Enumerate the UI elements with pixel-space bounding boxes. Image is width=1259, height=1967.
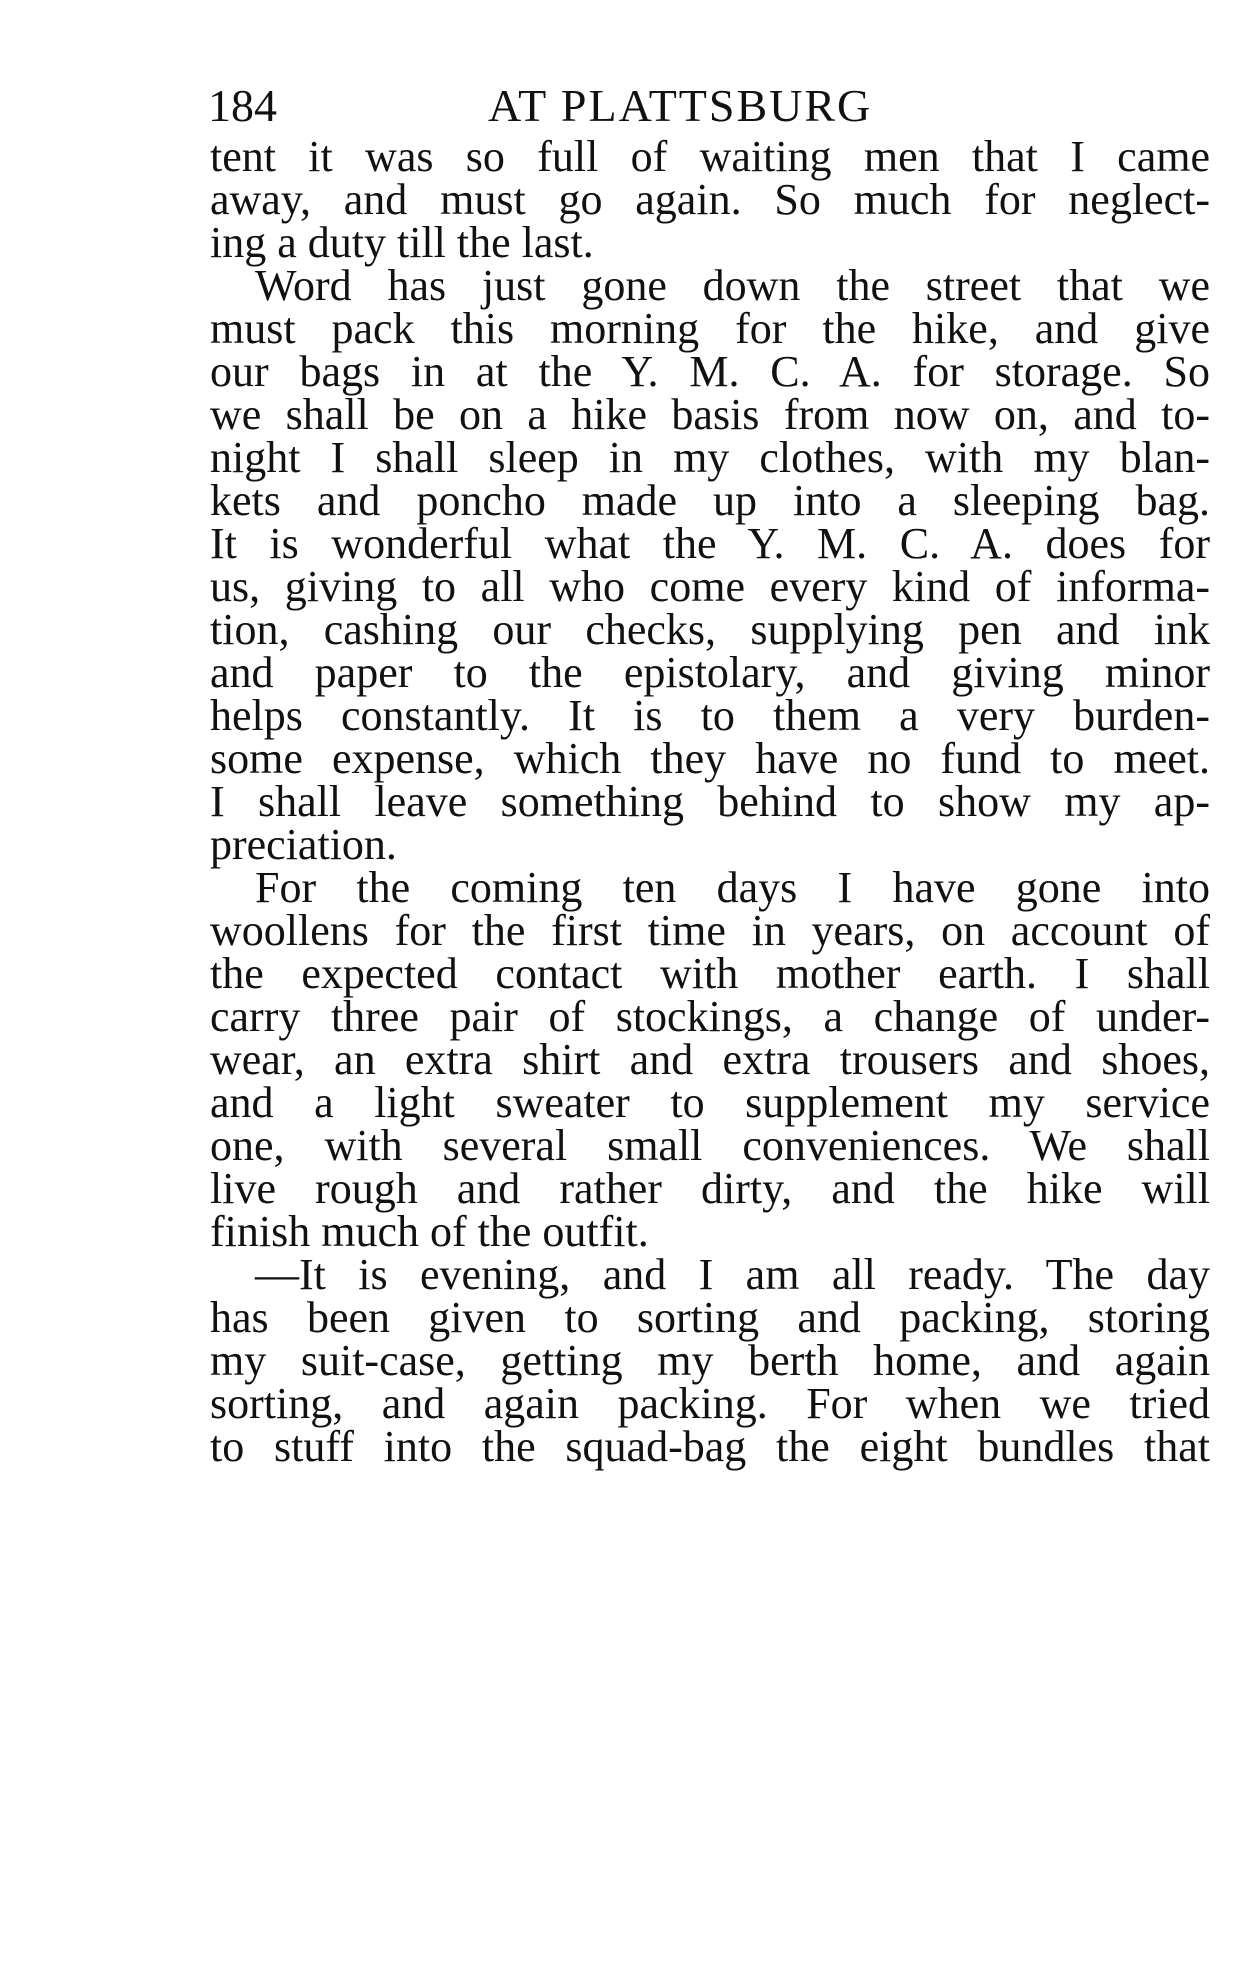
running-title: AT PLATTSBURG [488,80,873,131]
text-line: we shall be on a hike basis from now on, and to- [210,390,1210,439]
text-line: It is wonderful what the Y. M. C. A. does for [210,519,1210,568]
text-line: —It is evening, and I am all ready. The day [255,1250,1210,1299]
text-line: wear, an extra shirt and extra trousers and shoes, [210,1035,1210,1084]
text-line: to stuff into the squad-bag the eight bundles that [210,1422,1210,1471]
text-line: sorting, and again packing. For when we tried [210,1379,1210,1428]
text-line: Word has just gone down the street that we [255,261,1210,310]
text-line: some expense, which they have no fund to meet. [210,734,1210,783]
text-line: For the coming ten days I have gone into [255,863,1210,912]
text-line: tent it was so full of waiting men that I came [210,132,1210,181]
text-line: helps constantly. It is to them a very burden- [210,691,1210,740]
text-line: preciation. [210,820,397,869]
text-line: my suit-case, getting my berth home, and again [210,1336,1210,1385]
text-line: one, with several small conveniences. We shall [210,1121,1210,1170]
text-line: must pack this morning for the hike, and give [210,304,1210,353]
text-line: I shall leave something behind to show my ap- [210,777,1210,826]
page-number: 184 [208,80,277,131]
text-line: kets and poncho made up into a sleeping bag. [210,476,1210,525]
running-head [208,78,1208,134]
text-line: away, and must go again. So much for neglect- [210,175,1210,224]
text-line: and paper to the epistolary, and giving minor [210,648,1210,697]
text-line: finish much of the outfit. [210,1207,649,1256]
text-line: the expected contact with mother earth. I shall [210,949,1210,998]
text-line: ing a duty till the last. [210,218,594,267]
text-line: has been given to sorting and packing, storing [210,1293,1210,1342]
text-line: live rough and rather dirty, and the hike will [210,1164,1210,1213]
text-line: carry three pair of stockings, a change of under- [210,992,1210,1041]
text-line: us, giving to all who come every kind of informa- [210,562,1210,611]
text-line: tion, cashing our checks, supplying pen and ink [210,605,1210,654]
text-line: night I shall sleep in my clothes, with my blan- [210,433,1210,482]
text-line: woollens for the first time in years, on account of [210,906,1210,955]
text-line: and a light sweater to supplement my service [210,1078,1210,1127]
text-line: our bags in at the Y. M. C. A. for storage. So [210,347,1210,396]
